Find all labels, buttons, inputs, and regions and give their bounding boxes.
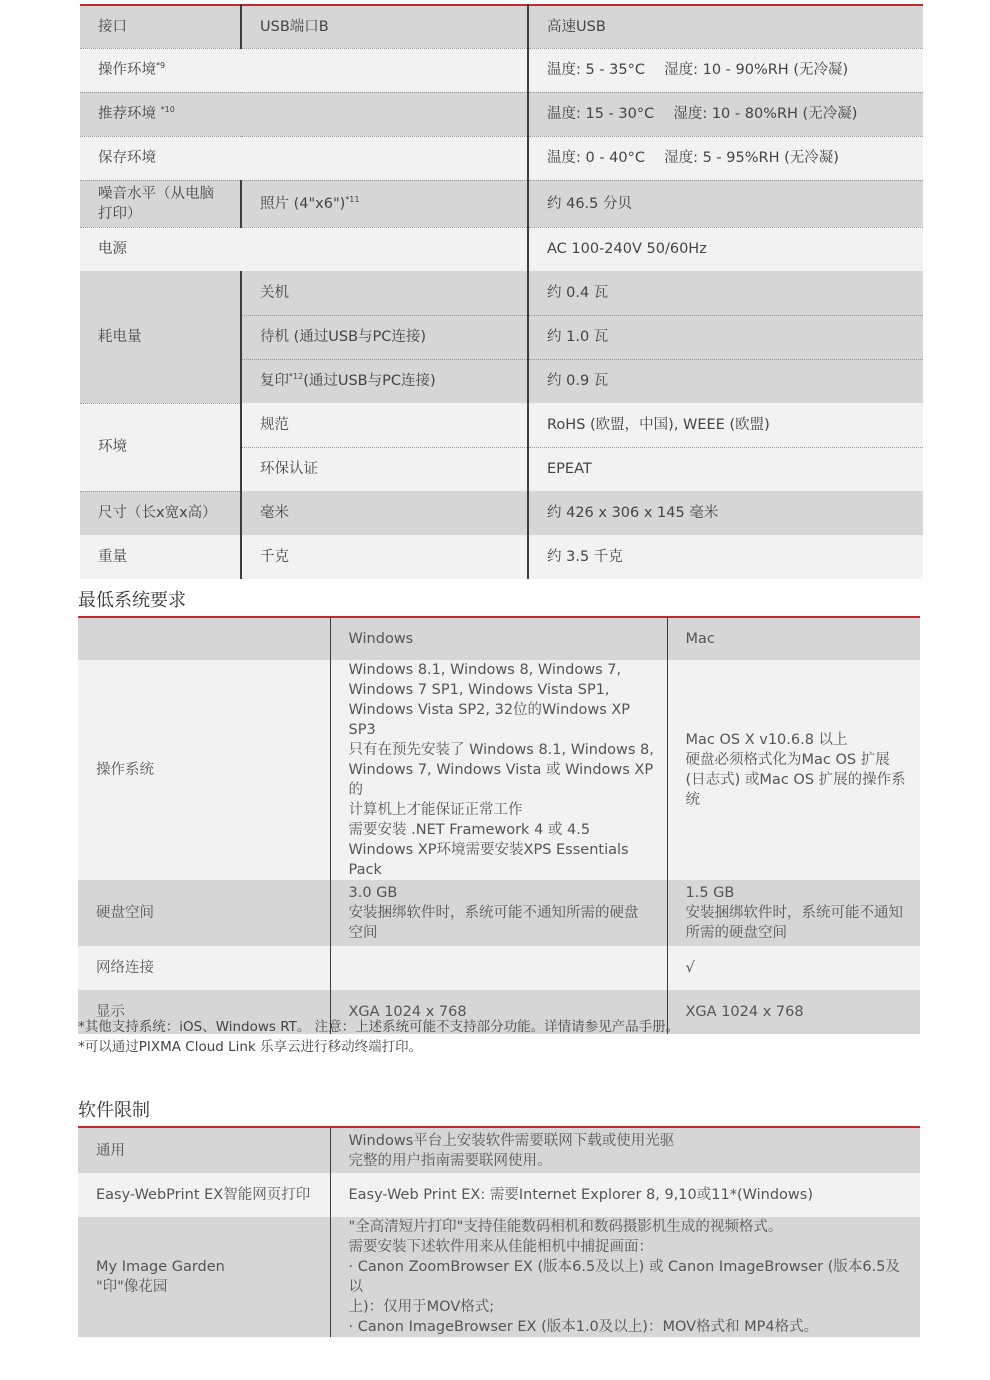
row-value: EPEAT [528, 447, 923, 491]
spec-row-recommended-env [80, 92, 923, 136]
row-label: 噪音水平（从电脑打印） [80, 180, 241, 227]
row-value: 约 3.5 千克 [528, 535, 923, 579]
soft-heading: 软件限制 [78, 1100, 150, 1121]
spec-row-consumption-off [80, 271, 923, 315]
row-sub: 待机 (通过USB与PC连接) [241, 315, 528, 359]
spec-row-noise [80, 180, 923, 227]
row-sub: 关机 [241, 271, 528, 315]
spec-row-weight [80, 535, 923, 579]
footnote-ref: *9 [156, 61, 166, 71]
header-mac: Mac [667, 617, 920, 660]
spec-row-env-regulation [80, 403, 923, 447]
soft-row-webprint [78, 1173, 920, 1217]
row-value: 温度: 15 - 30°C 湿度: 10 - 80%RH (无冷凝) [528, 92, 923, 136]
row-sub: 环保认证 [241, 447, 528, 491]
os-windows-cell: Windows 8.1, Windows 8, Windows 7, Windows 7 SP1, Windows Vista SP1, Windows Vista SP2, 32位的Windows XP SP3 只有在预先安装了 Windows 8.1, Windows 8, Windows 7, Windows Vista 或 Windows XP 的 计算机上才能保证正常工作 需要安装 .NET Framework 4 或 4.5 Windows XP环境需要安装XPS Essentials Pack [330, 660, 667, 880]
disk-windows-cell: 3.0 GB 安装捆绑软件时，系统可能不通知所需的硬盘 空间 [330, 880, 667, 946]
row-value: AC 100-240V 50/60Hz [528, 227, 923, 271]
row-value: 约 1.0 瓦 [528, 315, 923, 359]
spec-row-storage-env [80, 136, 923, 180]
row-sub: 千克 [241, 535, 528, 579]
row-sub: USB端口B [241, 5, 528, 48]
spec-table [80, 4, 923, 579]
row-label: 显示 [78, 990, 330, 1034]
webprint-cell: Easy-Web Print EX: 需要Internet Explorer 8, 9,10或11*(Windows) [330, 1173, 920, 1217]
os-mac-cell: Mac OS X v10.6.8 以上 硬盘必须格式化为Mac OS 扩展 (日志式) 或Mac OS 扩展的操作系 统 [667, 660, 920, 880]
row-label: My Image Garden "印"像花园 [78, 1217, 330, 1337]
row-label: 操作系统 [78, 660, 330, 880]
soft-row-general [78, 1127, 920, 1173]
network-windows-cell [330, 946, 667, 990]
sysreq-header-row [78, 617, 920, 660]
spec-row-interface [80, 5, 923, 48]
sysreq-heading: 最低系统要求 [78, 590, 186, 611]
display-windows-cell: XGA 1024 x 768 [330, 990, 667, 1034]
footnote-ref: *10 [160, 105, 175, 115]
spec-row-dimensions [80, 491, 923, 535]
row-sub: 复印$^{*12}$(通过USB与PC连接) [241, 359, 528, 403]
footnote-other-systems: *其他支持系统：iOS、Windows RT。 注意：上述系统可能不支持部分功能。详情请参见产品手册。 [78, 1019, 680, 1035]
row-label: 硬盘空间 [78, 880, 330, 946]
row-label: 操作环境$^{*9}$ [80, 48, 528, 92]
row-value: RoHS (欧盟，中国), WEEE (欧盟) [528, 403, 923, 447]
footnote-ref: *11 [345, 194, 360, 204]
general-cell: Windows平台上安装软件需要联网下载或使用光驱 完整的用户指南需要联网使用。 [330, 1127, 920, 1173]
row-sub: 照片 (4"x6")$^{*11}$ [241, 180, 528, 227]
row-value: 温度: 0 - 40°C 湿度: 5 - 95%RH (无冷凝) [528, 136, 923, 180]
row-label: 网络连接 [78, 946, 330, 990]
row-value: 约 0.4 瓦 [528, 271, 923, 315]
soft-row-garden [78, 1217, 920, 1337]
row-label: 重量 [80, 535, 241, 579]
row-label: 推荐环境 $^{*10}$ [80, 92, 528, 136]
row-value: 约 426 x 306 x 145 毫米 [528, 491, 923, 535]
sysreq-table [78, 616, 920, 1034]
row-label: 接口 [80, 5, 241, 48]
row-label: Easy-WebPrint EX智能网页打印 [78, 1173, 330, 1217]
row-value: 约 46.5 分贝 [528, 180, 923, 227]
sysreq-row-os [78, 660, 920, 880]
row-label: 保存环境 [80, 136, 528, 180]
display-mac-cell: XGA 1024 x 768 [667, 990, 920, 1034]
row-label: 尺寸（长x宽x高） [80, 491, 241, 535]
row-label: 通用 [78, 1127, 330, 1173]
garden-cell: "全高清短片打印"支持佳能数码相机和数码摄影机生成的视频格式。 需要安装下述软件用来从佳能相机中捕捉画面： · Canon ZoomBrowser EX (版本6.5及以上) 或 Canon ImageBrowser (版本6.5及以 上)：仅用于MOV格式; · Canon ImageBrowser EX (版本1.0及以上)：MOV格式和 MP4格式。 [330, 1217, 920, 1337]
software-table [78, 1126, 920, 1337]
row-sub: 毫米 [241, 491, 528, 535]
spec-row-power [80, 227, 923, 271]
row-label: 电源 [80, 227, 528, 271]
footnote-cloud-link: *可以通过PIXMA Cloud Link 乐享云进行移动终端打印。 [78, 1039, 423, 1055]
row-label: 环境 [80, 403, 241, 491]
spec-row-operating-env [80, 48, 923, 92]
header-windows: Windows [330, 617, 667, 660]
disk-mac-cell: 1.5 GB 安装捆绑软件时，系统可能不通知 所需的硬盘空间 [667, 880, 920, 946]
row-value: 高速USB [528, 5, 923, 48]
row-label: 耗电量 [80, 271, 241, 403]
row-value: 温度: 5 - 35°C 湿度: 10 - 90%RH (无冷凝) [528, 48, 923, 92]
sysreq-row-network [78, 946, 920, 990]
header-empty [78, 617, 330, 660]
row-sub: 规范 [241, 403, 528, 447]
row-value: 约 0.9 瓦 [528, 359, 923, 403]
network-mac-cell: √ [667, 946, 920, 990]
footnote-ref: *12 [289, 372, 304, 382]
sysreq-row-disk [78, 880, 920, 946]
